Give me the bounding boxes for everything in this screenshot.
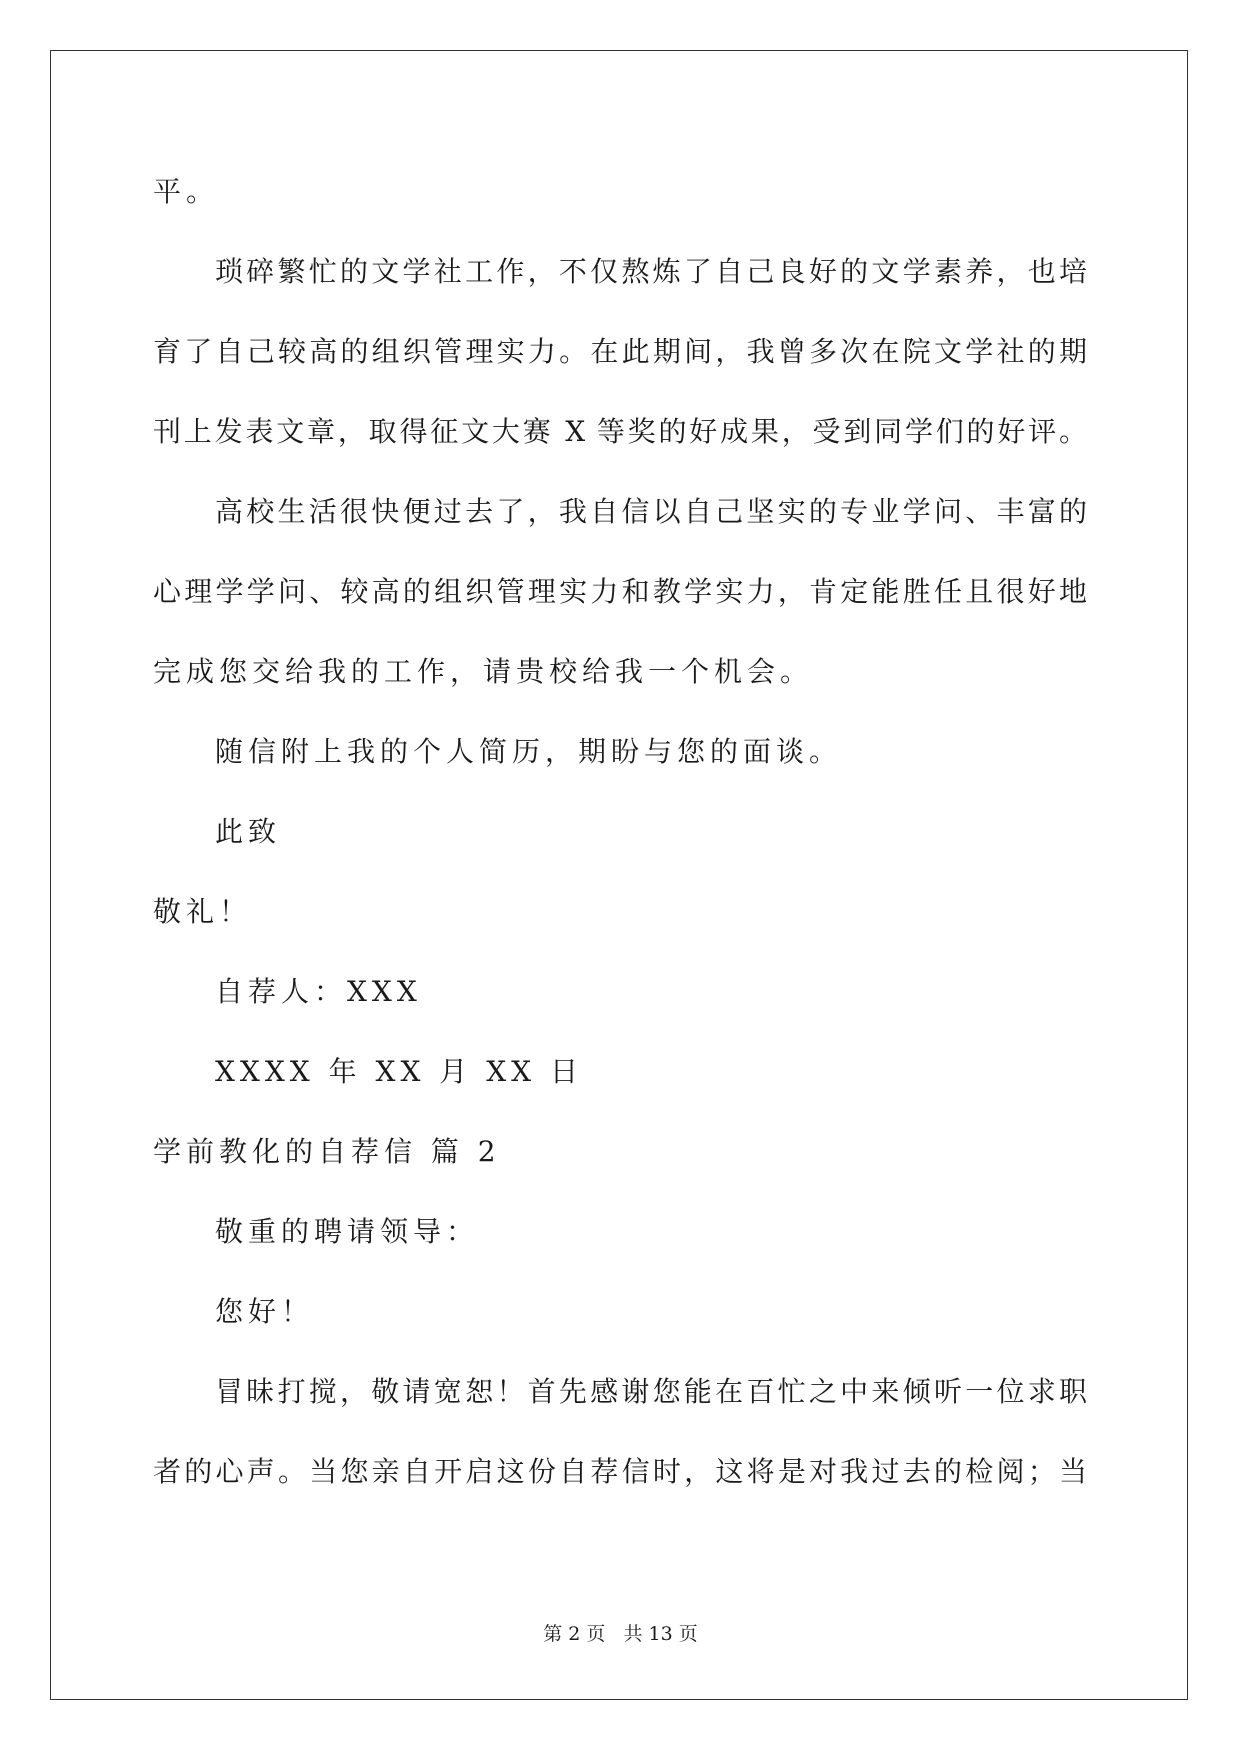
page-border bbox=[50, 50, 1188, 1700]
text-line: 育了自己较高的组织管理实力。在此期间，我曾多次在院文学社的期 bbox=[153, 335, 1087, 368]
paragraph-line: 高校生活很快便过去了，我自信以自己坚实的专业学问、丰富的 bbox=[215, 495, 1087, 528]
paragraph-line: 随信附上我的个人简历，期盼与您的面谈。 bbox=[215, 735, 843, 768]
text-line: 心理学学问、较高的组织管理实力和教学实力，肯定能胜任且很好地 bbox=[153, 575, 1087, 608]
text-line: 刊上发表文章，取得征文大赛 X 等奖的好成果，受到同学们的好评。 bbox=[153, 415, 1087, 448]
paragraph-line: 冒昧打搅，敬请宽恕！首先感谢您能在百忙之中来倾听一位求职 bbox=[215, 1375, 1087, 1408]
signature-line: 自荐人：XXX bbox=[215, 975, 422, 1008]
text-line: 者的心声。当您亲自开启这份自荐信时，这将是对我过去的检阅；当 bbox=[153, 1455, 1087, 1488]
greeting-line: 敬重的聘请领导： bbox=[215, 1215, 480, 1248]
section-heading: 学前教化的自荐信 篇 2 bbox=[153, 1135, 501, 1168]
page-number: 第 2 页 bbox=[543, 1623, 606, 1645]
page-footer bbox=[0, 1622, 1241, 1646]
page-total: 共 13 页 bbox=[623, 1623, 698, 1645]
closing-phrase: 此致 bbox=[215, 815, 282, 848]
salutation-closing: 敬礼！ bbox=[153, 895, 253, 928]
paragraph-line: 琐碎繁忙的文学社工作，不仅熬炼了自己良好的文学素养，也培 bbox=[215, 255, 1087, 288]
text-line: 完成您交给我的工作，请贵校给我一个机会。 bbox=[153, 655, 814, 688]
date-line: XXXX 年 XX 月 XX 日 bbox=[215, 1055, 583, 1088]
greeting-line: 您好！ bbox=[215, 1295, 315, 1328]
text-line: 平。 bbox=[153, 175, 220, 208]
